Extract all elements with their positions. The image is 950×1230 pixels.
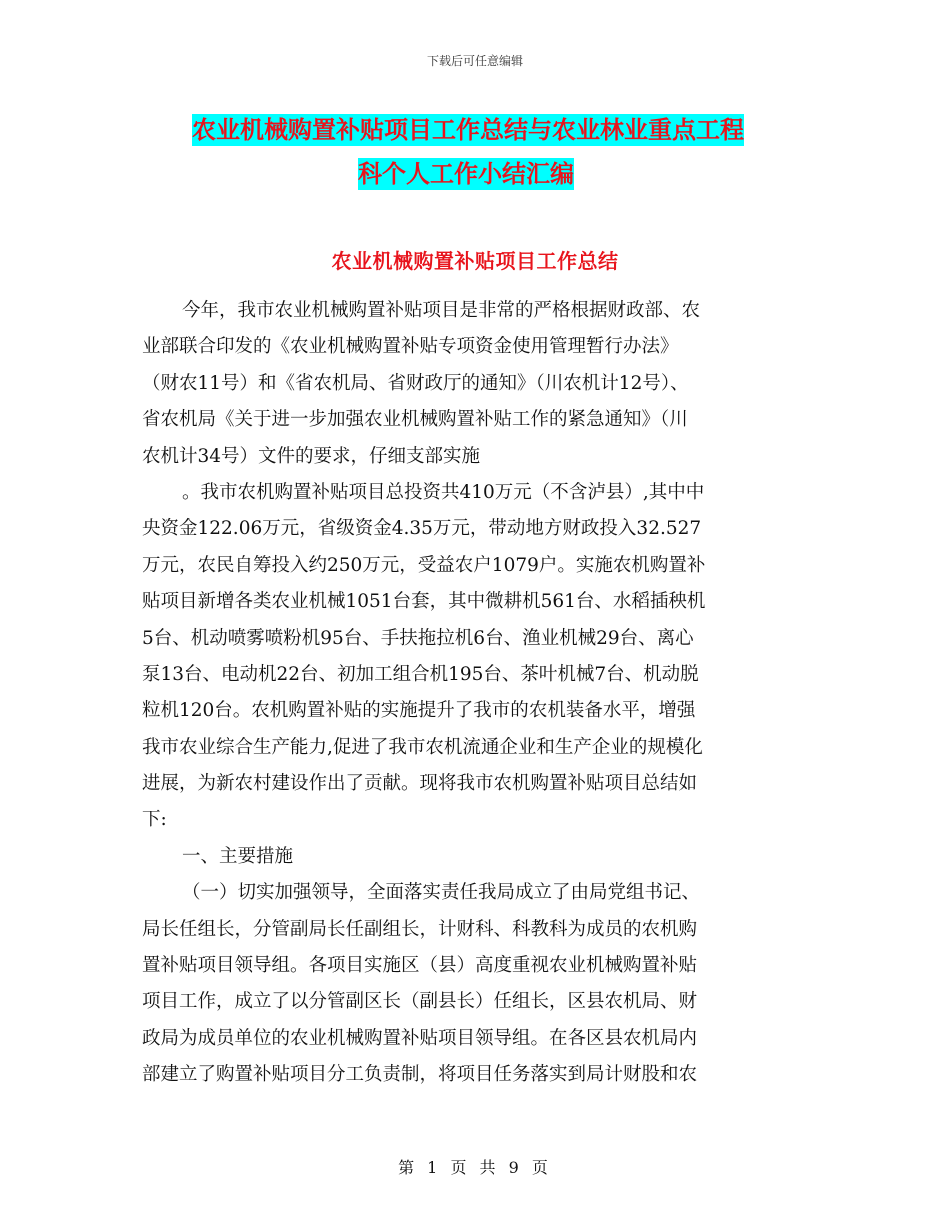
body-line: 今年，我市农业机械购置补贴项目是非常的严格根据财政部、农 bbox=[182, 300, 701, 321]
body-line: 业部联合印发的《农业机械购置补贴专项资金使用管理暂行办法》 bbox=[142, 336, 679, 358]
body-line: （财农11号）和《省农机局、省财政厅的通知》（川农机计12号）、 bbox=[142, 372, 689, 394]
subheading: 一、主要措施 bbox=[182, 845, 294, 867]
body-line: 万元，农民自筹投入约250万元，受益农户1079户。实施农机购置补 bbox=[142, 554, 706, 576]
page-footer: 第 1 页 共 9 页 bbox=[398, 1158, 552, 1177]
body-line: 央资金122.06万元，省级资金4.35万元，带动地方财政投入32.527 bbox=[142, 518, 702, 540]
body-line: 省农机局《关于进一步加强农业机械购置补贴工作的紧急通知》（川 bbox=[142, 409, 688, 431]
body-line: 5台、机动喷雾喷粉机95台、手扶拖拉机6台、渔业机械29台、离心 bbox=[142, 627, 694, 649]
body-line: 贴项目新增各类农业机械1051台套，其中微耕机561台、水稻插秧机 bbox=[142, 591, 706, 613]
title-line-2: 科个人工作小结汇编 bbox=[358, 160, 574, 188]
body-line: 粒机120台。农机购置补贴的实施提升了我市的农机装备水平，增强 bbox=[142, 700, 696, 722]
header-note: 下载后可任意编辑 bbox=[426, 54, 523, 68]
body-line: 置补贴项目领导组。各项目实施区（县）高度重视农业机械购置补贴 bbox=[142, 955, 698, 977]
body-text bbox=[142, 293, 802, 1094]
body-line: 项目工作，成立了以分管副区长（副县长）任组长，区县农机局、财 bbox=[142, 991, 698, 1013]
body-line: 局长任组长，分管副局长任副组长，计财科、科教科为成员的农机购 bbox=[142, 918, 698, 940]
section-heading: 农业机械购置补贴项目工作总结 bbox=[331, 249, 619, 273]
body-line: 。我市农机购置补贴项目总投资共410万元（不含泸县）,其中中 bbox=[182, 481, 705, 503]
body-line: 泵13台、电动机22台、初加工组合机195台、茶叶机械7台、机动脱 bbox=[142, 663, 699, 685]
body-line: 政局为成员单位的农业机械购置补贴项目领导组。在各区县农机局内 bbox=[142, 1027, 698, 1049]
title-line-1: 农业机械购置补贴项目工作总结与农业林业重点工程 bbox=[192, 116, 744, 144]
body-line: （一）切实加强领导，全面落实责任我局成立了由局党组书记、 bbox=[182, 882, 701, 904]
body-line: 我市农业综合生产能力,促进了我市农机流通企业和生产企业的规模化 bbox=[142, 736, 703, 758]
body-line: 农机计34号）文件的要求，仔细支部实施 bbox=[142, 445, 481, 467]
body-line: 进展，为新农村建设作出了贡献。现将我市农机购置补贴项目总结如 bbox=[142, 773, 698, 795]
body-line: 下: bbox=[142, 809, 167, 831]
document-title bbox=[140, 108, 820, 196]
body-line: 部建立了购置补贴项目分工负责制，将项目任务落实到局计财股和农 bbox=[142, 1064, 698, 1086]
